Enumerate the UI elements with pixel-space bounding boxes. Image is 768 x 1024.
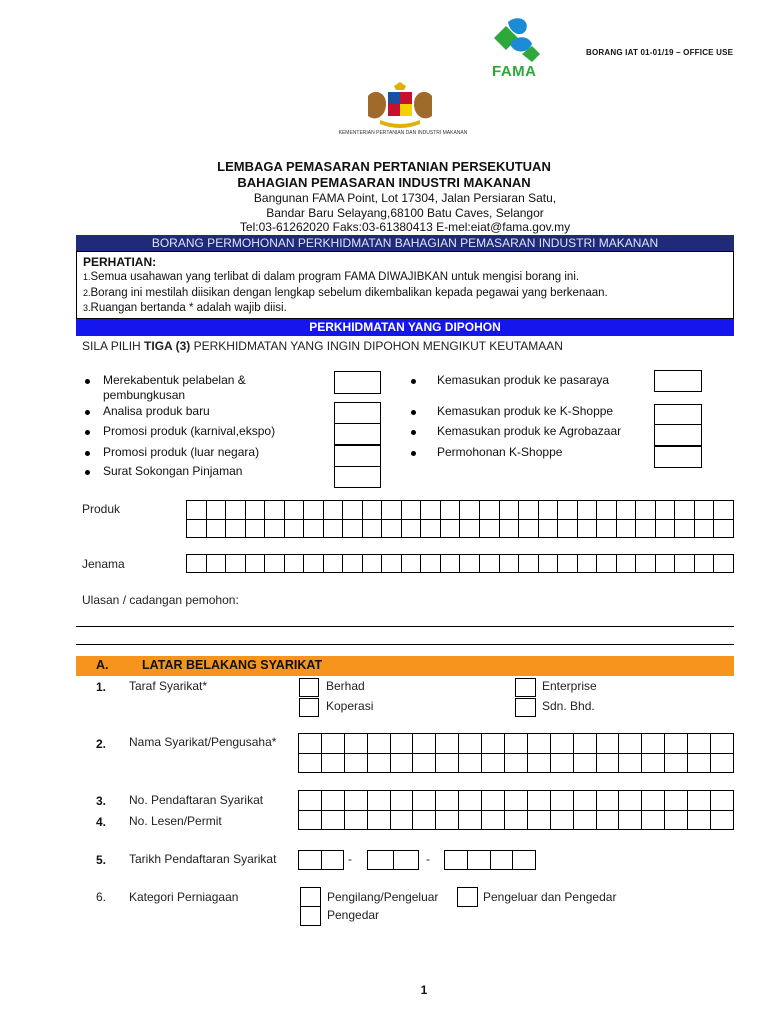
- grid-row: [299, 851, 344, 870]
- char-box[interactable]: [482, 810, 505, 830]
- char-box[interactable]: [344, 791, 367, 811]
- char-box[interactable]: [616, 519, 636, 538]
- char-box[interactable]: [642, 810, 665, 830]
- char-box[interactable]: [299, 753, 322, 773]
- q4-label: No. Lesen/Permit: [129, 814, 222, 828]
- logo-text: FAMA: [492, 63, 537, 80]
- char-box[interactable]: [245, 555, 265, 573]
- notice-item: 2.Borang ini mestilah diisikan dengan lengkap sebelum dikembalikan kepada pegawai yang berkenaan.: [83, 287, 608, 299]
- char-box[interactable]: [505, 791, 528, 811]
- char-box[interactable]: [421, 519, 441, 538]
- section-a-header: [76, 656, 734, 676]
- char-box[interactable]: [393, 851, 419, 870]
- char-box[interactable]: [538, 501, 558, 520]
- char-box[interactable]: [367, 753, 390, 773]
- char-box[interactable]: [675, 555, 695, 573]
- char-box[interactable]: [636, 519, 656, 538]
- taraf-sdnbhd-checkbox[interactable]: [515, 698, 536, 717]
- q5-number: 5.: [96, 853, 107, 867]
- char-box[interactable]: [187, 555, 207, 573]
- char-box[interactable]: [226, 519, 246, 538]
- char-box[interactable]: [597, 501, 617, 520]
- service-rank-box-agrobazaar[interactable]: [654, 424, 702, 446]
- char-box[interactable]: [367, 791, 390, 811]
- char-box[interactable]: [367, 810, 390, 830]
- bullet-icon: [85, 451, 90, 456]
- kategori-pengilang-checkbox[interactable]: [300, 887, 321, 907]
- char-box[interactable]: [284, 555, 304, 573]
- grid-row: [299, 753, 734, 773]
- q5-label: Tarikh Pendaftaran Syarikat: [129, 852, 277, 866]
- ulasan-label: Ulasan / cadangan pemohon:: [82, 593, 239, 607]
- q2-number: 2.: [96, 737, 107, 751]
- char-box[interactable]: [245, 501, 265, 520]
- bullet-icon: [85, 430, 90, 435]
- char-box[interactable]: [436, 753, 459, 773]
- kategori-pengeluar-pengedar-checkbox[interactable]: [457, 887, 478, 907]
- char-box[interactable]: [440, 555, 460, 573]
- char-box[interactable]: [550, 791, 573, 811]
- char-box[interactable]: [299, 734, 322, 754]
- kategori-option: Pengeluar dan Pengedar: [483, 890, 617, 904]
- char-box[interactable]: [440, 519, 460, 538]
- grid-row: [187, 519, 734, 538]
- char-box[interactable]: [573, 753, 596, 773]
- fama-logo: [488, 14, 544, 84]
- char-box[interactable]: [577, 519, 597, 538]
- char-box[interactable]: [479, 555, 499, 573]
- notice-title: PERHATIAN:: [83, 255, 157, 269]
- char-box[interactable]: [344, 753, 367, 773]
- char-box[interactable]: [382, 519, 402, 538]
- service-rank-box-loan-letter[interactable]: [334, 466, 381, 488]
- service-option-label: Permohonan K-Shoppe: [437, 445, 563, 459]
- char-box[interactable]: [577, 501, 597, 520]
- char-box[interactable]: [688, 791, 711, 811]
- taraf-option: Enterprise: [542, 679, 597, 693]
- service-option-label: Promosi produk (karnival,ekspo): [103, 424, 276, 438]
- kategori-option: Pengilang/Pengeluar: [327, 890, 439, 904]
- char-box[interactable]: [573, 734, 596, 754]
- taraf-enterprise-checkbox[interactable]: [515, 678, 536, 697]
- section-a-letter: A.: [96, 658, 109, 672]
- q6-number: 6.: [96, 890, 107, 904]
- q3-label: No. Pendaftaran Syarikat: [129, 793, 264, 807]
- grid-row: [445, 851, 536, 870]
- char-box[interactable]: [642, 791, 665, 811]
- char-box[interactable]: [390, 791, 413, 811]
- service-option-label: pembungkusan: [103, 388, 186, 402]
- produk-input-grid[interactable]: [186, 500, 734, 538]
- char-box[interactable]: [711, 810, 734, 830]
- jenama-label: Jenama: [82, 557, 125, 571]
- service-rank-box-kshoppe-application[interactable]: [654, 446, 702, 468]
- char-box[interactable]: [265, 555, 285, 573]
- char-box[interactable]: [619, 734, 642, 754]
- char-box[interactable]: [459, 791, 482, 811]
- char-box[interactable]: [619, 753, 642, 773]
- char-box[interactable]: [655, 555, 675, 573]
- kategori-pengedar-checkbox[interactable]: [300, 906, 321, 926]
- char-box[interactable]: [558, 501, 578, 520]
- crest-caption: KEMENTERIAN PERTANIAN DAN INDUSTRI MAKANAN: [338, 130, 468, 136]
- org-name: LEMBAGA PEMASARAN PERTANIAN PERSEKUTUAN: [217, 159, 551, 174]
- char-box[interactable]: [616, 501, 636, 520]
- services-instruction: SILA PILIH TIGA (3) PERKHIDMATAN YANG INGIN DIPOHON MENGIKUT KEUTAMAAN: [82, 339, 563, 353]
- char-box[interactable]: [665, 734, 688, 754]
- char-box[interactable]: [505, 753, 528, 773]
- q6-label: Kategori Perniagaan: [129, 890, 239, 904]
- char-box[interactable]: [538, 555, 558, 573]
- char-box[interactable]: [675, 501, 695, 520]
- char-box[interactable]: [323, 501, 343, 520]
- char-box[interactable]: [655, 519, 675, 538]
- char-box[interactable]: [573, 810, 596, 830]
- page-number: 1: [420, 983, 428, 997]
- char-box[interactable]: [401, 501, 421, 520]
- notice-item: 3.Ruangan bertanda * adalah wajib diisi.: [83, 302, 287, 314]
- char-box[interactable]: [382, 501, 402, 520]
- bullet-icon: [85, 410, 90, 415]
- char-box[interactable]: [642, 734, 665, 754]
- char-box[interactable]: [711, 734, 734, 754]
- char-box[interactable]: [304, 555, 324, 573]
- taraf-koperasi-checkbox[interactable]: [299, 698, 319, 717]
- char-box[interactable]: [505, 810, 528, 830]
- char-box[interactable]: [206, 555, 226, 573]
- grid-row: [187, 555, 734, 573]
- char-box[interactable]: [714, 501, 734, 520]
- service-option-label: Promosi produk (luar negara): [103, 445, 260, 459]
- char-box[interactable]: [284, 501, 304, 520]
- char-box[interactable]: [299, 810, 322, 830]
- char-box[interactable]: [323, 555, 343, 573]
- char-box[interactable]: [304, 519, 324, 538]
- service-rank-box-promo-local[interactable]: [334, 423, 381, 445]
- bullet-icon: [85, 470, 90, 475]
- grid-row: [299, 734, 734, 754]
- char-box[interactable]: [499, 519, 519, 538]
- char-box[interactable]: [694, 501, 714, 520]
- char-box[interactable]: [616, 555, 636, 573]
- char-box[interactable]: [321, 810, 344, 830]
- char-box[interactable]: [362, 555, 382, 573]
- ulasan-line-1[interactable]: [76, 626, 734, 627]
- char-box[interactable]: [390, 734, 413, 754]
- char-box[interactable]: [401, 555, 421, 573]
- char-box[interactable]: [479, 501, 499, 520]
- crest-icon: [360, 82, 440, 134]
- char-box[interactable]: [688, 753, 711, 773]
- char-box[interactable]: [467, 851, 490, 870]
- char-box[interactable]: [665, 810, 688, 830]
- division-name: BAHAGIAN PEMASARAN INDUSTRI MAKANAN: [237, 175, 531, 190]
- bullet-icon: [411, 379, 416, 384]
- fama-logo-icon: [488, 14, 544, 64]
- grid-row: [299, 810, 734, 830]
- service-rank-box-analysis[interactable]: [334, 402, 381, 424]
- date-separator: -: [426, 852, 430, 866]
- char-box[interactable]: [362, 501, 382, 520]
- char-box[interactable]: [636, 555, 656, 573]
- char-box[interactable]: [413, 753, 436, 773]
- contact-line: Tel:03-61262020 Faks:03-61380413 E-mel:eiat@fama.gov.my: [239, 220, 571, 234]
- char-box[interactable]: [413, 810, 436, 830]
- char-box[interactable]: [413, 791, 436, 811]
- q1-number: 1.: [96, 680, 107, 694]
- service-option-label: Kemasukan produk ke Agrobazaar: [437, 424, 622, 438]
- char-box[interactable]: [519, 501, 539, 520]
- char-box[interactable]: [265, 519, 285, 538]
- char-box[interactable]: [421, 555, 441, 573]
- char-box[interactable]: [321, 753, 344, 773]
- char-box[interactable]: [245, 519, 265, 538]
- q3-number: 3.: [96, 794, 107, 808]
- char-box[interactable]: [636, 501, 656, 520]
- notice-box: [76, 251, 734, 319]
- service-option-label: Kemasukan produk ke K-Shoppe: [437, 404, 614, 418]
- services-header: PERKHIDMATAN YANG DIPOHON: [76, 319, 734, 336]
- date-day-grid[interactable]: [298, 850, 344, 870]
- char-box[interactable]: [519, 555, 539, 573]
- char-box[interactable]: [459, 810, 482, 830]
- char-box[interactable]: [401, 519, 421, 538]
- bullet-icon: [85, 379, 90, 384]
- char-box[interactable]: [655, 501, 675, 520]
- char-box[interactable]: [323, 519, 343, 538]
- char-box[interactable]: [688, 810, 711, 830]
- char-box[interactable]: [573, 791, 596, 811]
- char-box[interactable]: [694, 555, 714, 573]
- char-box[interactable]: [436, 810, 459, 830]
- address-line-2: Bandar Baru Selayang,68100 Batu Caves, Selangor: [266, 206, 544, 220]
- date-year-grid[interactable]: [444, 850, 536, 870]
- char-box[interactable]: [482, 791, 505, 811]
- service-option-label: Surat Sokongan Pinjaman: [103, 464, 243, 478]
- q1-label: Taraf Syarikat*: [129, 679, 208, 693]
- char-box[interactable]: [299, 851, 322, 870]
- char-box[interactable]: [527, 753, 550, 773]
- malaysia-crest: [360, 82, 440, 134]
- address-line-1: Bangunan FAMA Point, Lot 17304, Jalan Persiaran Satu,: [253, 191, 557, 205]
- section-a-title: LATAR BELAKANG SYARIKAT: [142, 658, 323, 672]
- taraf-berhad-checkbox[interactable]: [299, 678, 319, 697]
- char-box[interactable]: [304, 501, 324, 520]
- char-box[interactable]: [440, 501, 460, 520]
- char-box[interactable]: [550, 753, 573, 773]
- char-box[interactable]: [362, 519, 382, 538]
- char-box[interactable]: [558, 519, 578, 538]
- char-box[interactable]: [343, 501, 363, 520]
- char-box[interactable]: [558, 555, 578, 573]
- char-box[interactable]: [367, 734, 390, 754]
- char-box[interactable]: [299, 791, 322, 811]
- date-month-grid[interactable]: [367, 850, 419, 870]
- char-box[interactable]: [527, 791, 550, 811]
- service-option-label: Kemasukan produk ke pasaraya: [437, 373, 610, 387]
- char-box[interactable]: [344, 810, 367, 830]
- char-box[interactable]: [265, 501, 285, 520]
- bullet-icon: [411, 430, 416, 435]
- char-box[interactable]: [577, 555, 597, 573]
- form-title-bar: BORANG PERMOHONAN PERKHIDMATAN BAHAGIAN PEMASARAN INDUSTRI MAKANAN: [76, 235, 734, 251]
- char-box[interactable]: [460, 555, 480, 573]
- char-box[interactable]: [499, 501, 519, 520]
- char-box[interactable]: [519, 519, 539, 538]
- jenama-input-grid[interactable]: [186, 554, 734, 573]
- char-box[interactable]: [538, 519, 558, 538]
- char-box[interactable]: [187, 501, 207, 520]
- taraf-option: Koperasi: [326, 699, 374, 713]
- char-box[interactable]: [597, 555, 617, 573]
- taraf-option: Sdn. Bhd.: [542, 699, 595, 713]
- char-box[interactable]: [694, 519, 714, 538]
- char-box[interactable]: [619, 791, 642, 811]
- char-box[interactable]: [460, 501, 480, 520]
- char-box[interactable]: [596, 753, 619, 773]
- char-box[interactable]: [226, 555, 246, 573]
- char-box[interactable]: [527, 810, 550, 830]
- char-box[interactable]: [688, 734, 711, 754]
- taraf-option: Berhad: [326, 679, 365, 693]
- char-box[interactable]: [284, 519, 304, 538]
- char-box[interactable]: [714, 519, 734, 538]
- char-box[interactable]: [187, 519, 207, 538]
- char-box[interactable]: [619, 810, 642, 830]
- char-box[interactable]: [436, 734, 459, 754]
- char-box[interactable]: [714, 555, 734, 573]
- char-box[interactable]: [413, 734, 436, 754]
- char-box[interactable]: [382, 555, 402, 573]
- char-box[interactable]: [368, 851, 394, 870]
- char-box[interactable]: [460, 519, 480, 538]
- notice-item: 1.Semua usahawan yang terlibat di dalam program FAMA DIWAJIBKAN untuk mengisi borang ini.: [83, 271, 580, 283]
- char-box[interactable]: [445, 851, 468, 870]
- char-box[interactable]: [665, 791, 688, 811]
- service-option-label: Analisa produk baru: [103, 404, 210, 418]
- char-box[interactable]: [711, 753, 734, 773]
- char-box[interactable]: [421, 501, 441, 520]
- grid-row: [299, 791, 734, 811]
- q4-number: 4.: [96, 815, 107, 829]
- service-rank-box-promo-overseas[interactable]: [334, 445, 381, 467]
- char-box[interactable]: [206, 501, 226, 520]
- char-box[interactable]: [436, 791, 459, 811]
- bullet-icon: [411, 451, 416, 456]
- date-separator: -: [348, 852, 352, 866]
- char-box[interactable]: [459, 753, 482, 773]
- ulasan-line-2[interactable]: [76, 644, 734, 645]
- char-box[interactable]: [482, 734, 505, 754]
- char-box[interactable]: [343, 555, 363, 573]
- grid-row: [187, 501, 734, 520]
- char-box[interactable]: [343, 519, 363, 538]
- char-box[interactable]: [390, 753, 413, 773]
- char-box[interactable]: [479, 519, 499, 538]
- char-box[interactable]: [596, 810, 619, 830]
- produk-label: Produk: [82, 502, 121, 516]
- char-box[interactable]: [321, 791, 344, 811]
- char-box[interactable]: [597, 519, 617, 538]
- grid-row: [368, 851, 419, 870]
- char-box[interactable]: [513, 851, 536, 870]
- char-box[interactable]: [711, 791, 734, 811]
- char-box[interactable]: [505, 734, 528, 754]
- char-box[interactable]: [596, 791, 619, 811]
- char-box[interactable]: [482, 753, 505, 773]
- char-box[interactable]: [490, 851, 513, 870]
- service-option-label: Merekabentuk pelabelan &: [103, 373, 246, 387]
- char-box[interactable]: [596, 734, 619, 754]
- char-box[interactable]: [390, 810, 413, 830]
- char-box[interactable]: [550, 810, 573, 830]
- char-box[interactable]: [499, 555, 519, 573]
- char-box[interactable]: [459, 734, 482, 754]
- form-code: BORANG IAT 01-01/19 – OFFICE USE: [586, 48, 734, 57]
- char-box[interactable]: [527, 734, 550, 754]
- char-box[interactable]: [665, 753, 688, 773]
- service-rank-box-kshoppe[interactable]: [654, 404, 702, 426]
- char-box[interactable]: [321, 851, 344, 870]
- char-box[interactable]: [344, 734, 367, 754]
- char-box[interactable]: [206, 519, 226, 538]
- char-box[interactable]: [550, 734, 573, 754]
- char-box[interactable]: [321, 734, 344, 754]
- char-box[interactable]: [642, 753, 665, 773]
- service-rank-box-supermarket[interactable]: [654, 370, 702, 392]
- kategori-option: Pengedar: [327, 908, 380, 922]
- registration-license-grid[interactable]: [298, 790, 734, 830]
- q2-label: Nama Syarikat/Pengusaha*: [129, 735, 277, 749]
- char-box[interactable]: [675, 519, 695, 538]
- char-box[interactable]: [226, 501, 246, 520]
- bullet-icon: [411, 410, 416, 415]
- company-name-grid[interactable]: [298, 733, 734, 773]
- service-rank-box-design[interactable]: [334, 371, 381, 394]
